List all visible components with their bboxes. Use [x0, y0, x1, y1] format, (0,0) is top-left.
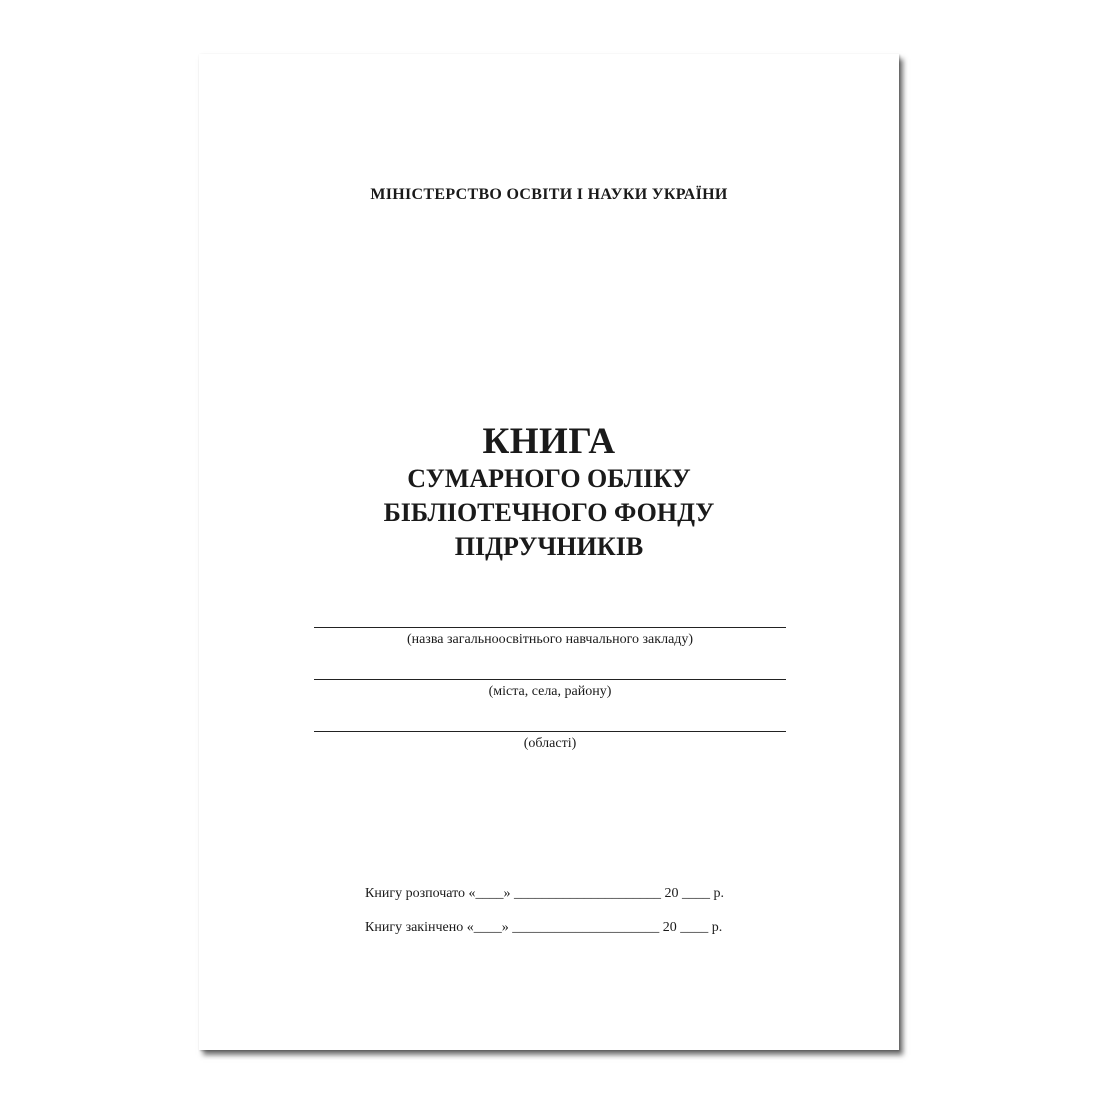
locality-line	[314, 679, 786, 680]
subtitle-line-1: СУМАРНОГО ОБЛІКУ	[407, 464, 691, 493]
start-date-line: Книгу розпочато «____» _____________________ 20 ____ р.	[365, 886, 725, 901]
institution-name-field	[314, 627, 786, 648]
locality-field	[314, 679, 786, 700]
institution-name-caption: (назва загальноосвітнього навчального закладу)	[406, 632, 694, 647]
book-title: КНИГА	[482, 421, 616, 462]
title-block	[199, 422, 899, 564]
region-line	[314, 731, 786, 732]
subtitle-line-2: БІБЛІОТЕЧНОГО ФОНДУ	[383, 498, 715, 527]
institution-name-line	[314, 627, 786, 628]
document-page	[199, 54, 899, 1050]
subtitle-line-3: ПІДРУЧНИКІВ	[454, 532, 644, 561]
region-caption: (області)	[523, 736, 577, 751]
locality-caption: (міста, села, району)	[488, 684, 612, 699]
ministry-header: МІНІСТЕРСТВО ОСВІТИ І НАУКИ УКРАЇНИ	[370, 186, 728, 203]
region-field	[314, 731, 786, 752]
end-date-line: Книгу закінчено «____» _____________________ 20 ____ р.	[365, 920, 723, 935]
